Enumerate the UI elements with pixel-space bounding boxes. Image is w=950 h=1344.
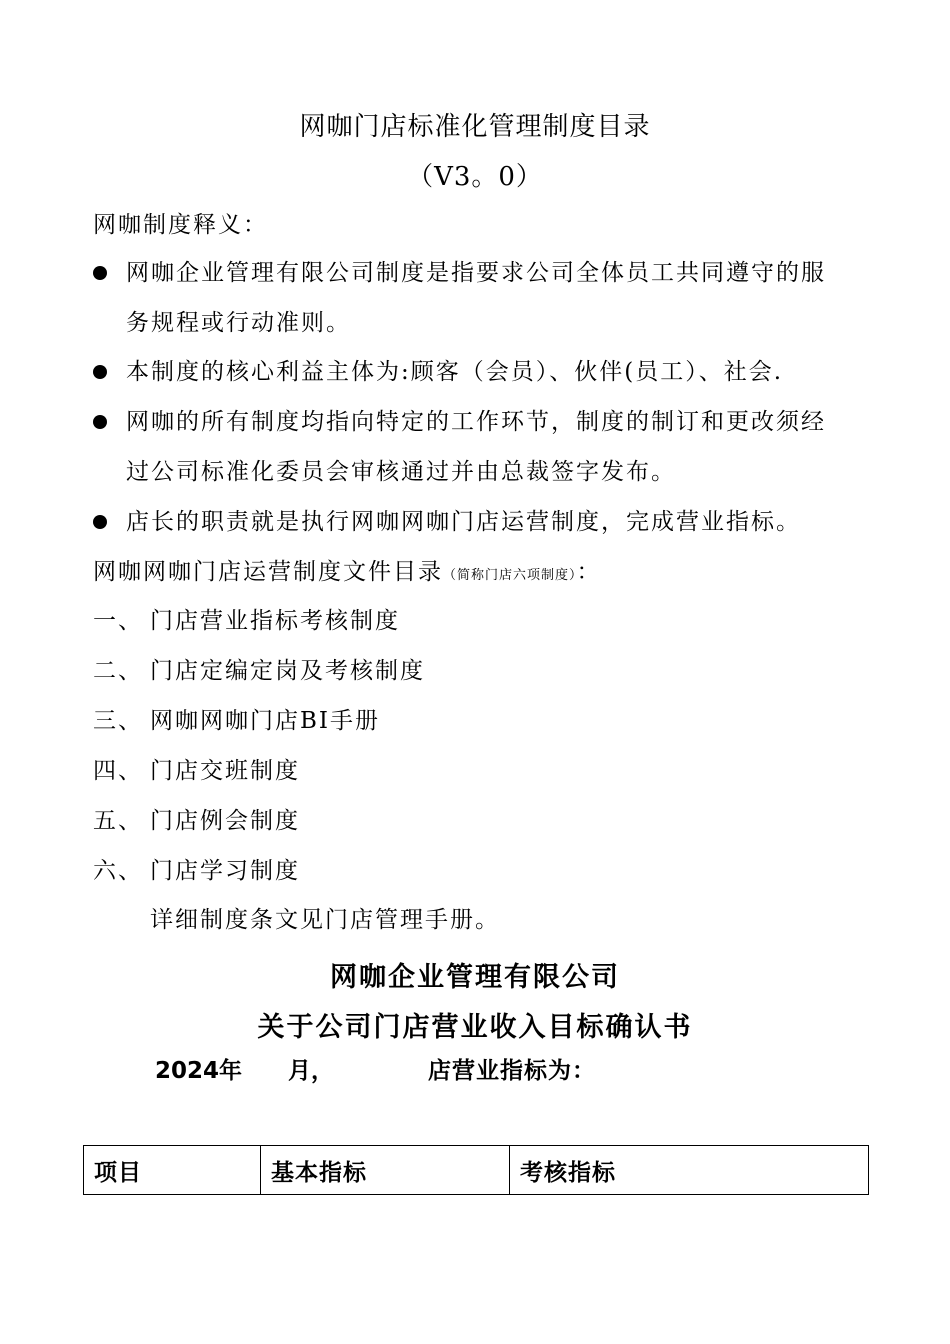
bullet-3-line-2: 过公司标准化委员会审核通过并由总裁签字发布。: [126, 459, 676, 485]
target-year: 2024年: [155, 1058, 243, 1084]
confirmation-title: 关于公司门店营业收入目标确认书: [257, 1012, 693, 1043]
bullet-dot-2: [93, 365, 107, 379]
catalog-item-text: 网咖网咖门店BI手册: [150, 708, 380, 734]
target-table: [83, 1145, 869, 1195]
bullet-2-line-1: 本制度的核心利益主体为:顾客（会员）、伙伴(员工）、社会.: [126, 359, 784, 385]
bullet-3-line-1: 网咖的所有制度均指向特定的工作环节，制度的制订和更改须经: [126, 409, 826, 435]
bullet-dot-3: [93, 415, 107, 429]
detail-note: 详细制度条文见门店管理手册。: [150, 907, 500, 933]
table-header-cell: 基本指标: [261, 1146, 510, 1195]
catalog-heading-note: （简称门店六项制度）: [443, 568, 577, 583]
catalog-item-num: 五、: [93, 808, 143, 834]
catalog-item-text: 门店学习制度: [150, 858, 300, 884]
table-header-row: [84, 1146, 869, 1195]
bullet-dot-1: [93, 266, 107, 280]
document-title: 网咖门店标准化管理制度目录: [299, 112, 651, 142]
definition-heading: 网咖制度释义：: [93, 212, 268, 238]
catalog-item-num: 四、: [93, 758, 143, 784]
bullet-dot-4: [93, 515, 107, 529]
catalog-item-num: 六、: [93, 858, 143, 884]
bullet-1-line-1: 网咖企业管理有限公司制度是指要求公司全体员工共同遵守的服: [126, 260, 826, 286]
catalog-item-text: 门店例会制度: [150, 808, 300, 834]
store-target-label: 店营业指标为：: [428, 1058, 596, 1084]
catalog-heading-colon: ：: [576, 559, 602, 585]
document-version: （V3。0）: [407, 162, 543, 192]
target-month: 月，: [288, 1058, 334, 1084]
catalog-heading: [93, 557, 602, 591]
table-header-cell: 考核指标: [510, 1146, 869, 1195]
catalog-item-num: 三、: [93, 708, 143, 734]
catalog-item-text: 门店交班制度: [150, 758, 300, 784]
catalog-item-text: 门店营业指标考核制度: [150, 608, 400, 634]
catalog-item-num: 二、: [93, 658, 143, 684]
catalog-item-num: 一、: [93, 608, 143, 634]
catalog-item-text: 门店定编定岗及考核制度: [150, 658, 425, 684]
catalog-heading-text: 网咖网咖门店运营制度文件目录: [93, 559, 443, 585]
table-header-cell: 项目: [84, 1146, 261, 1195]
company-name: 网咖企业管理有限公司: [330, 962, 620, 993]
bullet-1-line-2: 务规程或行动准则。: [126, 310, 351, 336]
bullet-4-line-1: 店长的职责就是执行网咖网咖门店运营制度，完成营业指标。: [126, 509, 801, 535]
